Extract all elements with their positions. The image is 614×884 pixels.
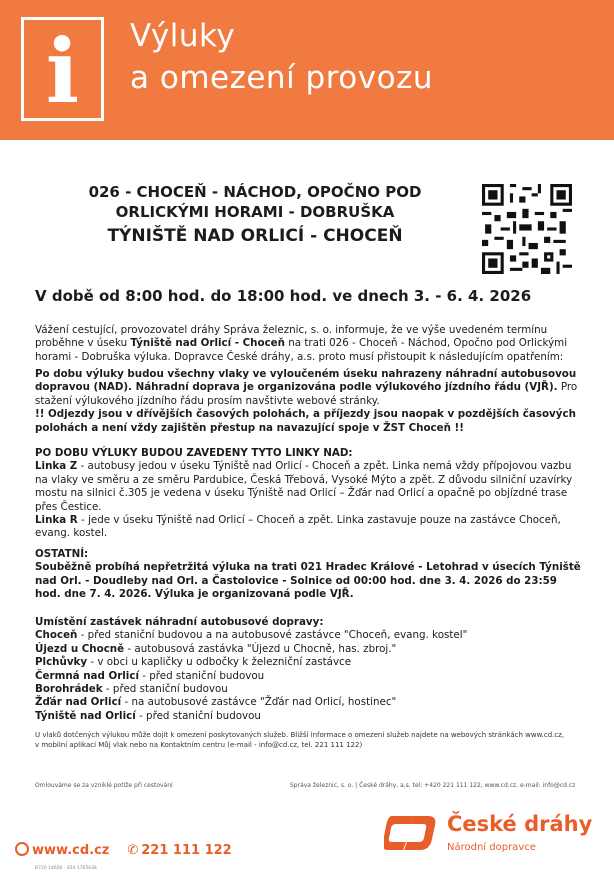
intro-section-name: Týniště nad Orlicí - Choceň <box>130 337 285 350</box>
lines-heading: PO DOBU VÝLUKY BUDOU ZAVEDENY TYTO LINKY NAD: <box>35 447 353 459</box>
globe-icon <box>15 842 29 856</box>
line-r-desc: evang. kostel. <box>35 527 108 540</box>
intro-text: na trati 026 - Choceň - Náchod, Opočno pod Orlickými <box>285 337 568 350</box>
stop-item <box>35 696 580 709</box>
intro-line <box>35 337 580 350</box>
line-r-desc: - jede v úseku Týniště nad Orlicí – Choceň a zpět. Linka zastavuje pouze na zastávce Choceň, <box>77 514 561 527</box>
brand-name: České dráhy <box>447 812 593 836</box>
stop-name: Újezd u Chocně <box>35 642 125 655</box>
stop-desc: - před staniční budovou <box>138 669 265 682</box>
title-line-2: a omezení provozu <box>130 60 433 96</box>
nad-lines-section <box>35 447 580 541</box>
qr-code-icon[interactable] <box>482 184 572 274</box>
stop-item <box>35 710 580 723</box>
stop-name: Plchůvky <box>35 656 88 669</box>
line-z-desc: přes Čestice. <box>35 500 102 513</box>
apology-text: Omlouváme se za vzniklé potíže při cestování <box>35 782 173 789</box>
stop-desc: - v obci u kapličky u odbočky k železniční zastávce <box>87 656 352 669</box>
phone-icon: ✆ <box>127 843 139 858</box>
service-note-line: v mobilní aplikaci Můj vlak nebo na Kontaktním centru (e-mail - info@cd.cz, tel. 221 111 122) <box>35 741 363 749</box>
stop-name: Žďár nad Orlicí <box>35 696 122 709</box>
phone-number[interactable]: 221 111 122 <box>141 843 232 858</box>
stop-item <box>35 683 580 696</box>
title-line-1: Výluky <box>130 18 236 54</box>
stop-desc: - na autobusové zastávce "Žďár nad Orlicí, hostinec" <box>121 696 397 709</box>
header-banner <box>0 0 614 140</box>
line-z-text <box>35 460 580 473</box>
stops-section <box>35 616 580 723</box>
stop-name: Týniště nad Orlicí <box>35 709 136 722</box>
service-note <box>35 730 580 750</box>
intro-text: proběhne v úseku <box>35 337 131 350</box>
stop-item <box>35 656 580 669</box>
stop-item <box>35 670 580 683</box>
website-link[interactable]: www.cd.cz <box>32 843 110 858</box>
other-heading: OSTATNÍ: <box>35 548 89 560</box>
replacement-transport-paragraph <box>35 368 580 435</box>
stop-item <box>35 629 580 642</box>
line-z-desc: - autobusy jedou v úseku Týniště nad Orlicí - Choceň a zpět. Linka nemá vždy přípojovou vazbu <box>77 460 572 473</box>
other-line: Souběžně probíhá nepřetržitá výluka na trati 021 Hradec Králové - Letohrad v úsecích Týniště <box>35 561 581 574</box>
other-section <box>35 548 580 602</box>
line-r-label: Linka R <box>35 514 78 527</box>
stop-item <box>35 643 580 656</box>
line-z-desc: mostu na silnici č.305 je vedena v úseku Týniště nad Orlicí – Žďár nad Orlicí a opačně po objízdné trase <box>35 487 568 500</box>
line-r-text <box>35 514 580 527</box>
contact-info: Správa železnic, s. o. | České dráhy, a.s. tel: +420 221 111 122, www.cd.cz, e-mail: info@cd.cz <box>290 782 576 789</box>
stop-name: Borohrádek <box>35 683 103 696</box>
line-z-label: Linka Z <box>35 460 78 473</box>
document-code: B720 14650 · 024 1765438 <box>35 866 97 871</box>
stop-name: Čermná nad Orlicí <box>35 669 139 682</box>
stops-heading: Umístění zastávek náhradní autobusové dopravy: <box>35 616 324 628</box>
route-line-1: 026 - CHOCEŇ - NÁCHOD, OPOČNO POD <box>88 183 422 201</box>
nad-text: Pro <box>557 381 578 394</box>
info-icon-letter: i <box>45 19 80 123</box>
nad-line <box>35 381 580 394</box>
stop-desc: - před staniční budovou a na autobusové zastávce "Choceň, evang. kostel" <box>77 629 468 642</box>
nad-line: stažení výlukového jízdního řádu prosím navštivte webové stránky. <box>35 394 380 407</box>
stop-desc: - před staniční budovou <box>102 683 228 696</box>
footer-links <box>15 842 232 858</box>
route-section: TÝNIŠTĚ NAD ORLICÍ - CHOCEŇ <box>107 226 403 246</box>
stop-desc: - autobusová zastávka "Újezd u Chocně, has. zbroj." <box>124 642 397 655</box>
cd-logo-icon <box>384 812 436 854</box>
stop-name: Choceň <box>35 629 78 642</box>
intro-paragraph <box>35 324 580 364</box>
warning-line: !! Odjezdy jsou v dřívějších časových polohách, a příjezdy jsou naopak v pozdějších časových <box>35 408 576 421</box>
line-z-desc: na vlaky ve směru a ze směru Pardubice, Česká Třebová, Vysoké Mýto a zpět. Z důvodu silniční uzavírky <box>35 473 573 486</box>
warning-line: polohách a není vždy zajištěn přestup na navazující spoje v ŽST Choceň !! <box>35 421 464 434</box>
info-icon <box>21 17 104 121</box>
stop-desc: - před staniční budovou <box>135 709 261 722</box>
route-line-2: ORLICKÝMI HORAMI - DOBRUŠKA <box>115 203 395 221</box>
nad-line: Po dobu výluky budou všechny vlaky ve vyloučeném úseku nahrazeny náhradní autobusovou <box>35 368 577 380</box>
intro-line: horami - Dobruška výluka. Dopravce České dráhy, a.s. proto musí přistoupit k následujícím opatřením: <box>35 350 564 363</box>
other-line: nad Orl. - Doudleby nad Orl. a Častolovice - Solnice od 00:00 hod. dne 3. 4. 2026 do 23:59 <box>35 574 557 587</box>
validity-dates: V době od 8:00 hod. do 18:00 hod. ve dnech 3. - 6. 4. 2026 <box>35 287 532 305</box>
nad-text: dopravou (NAD). Náhradní doprava je organizována podle výlukového jízdního řádu (VJŘ). <box>35 381 558 394</box>
brand-tagline: Národní dopravce <box>447 842 536 853</box>
intro-line: Vážení cestující, provozovatel dráhy Správa železnic, s. o. informuje, že ve výše uvedeném termínu <box>35 324 548 336</box>
other-line: hod. dne 7. 4. 2026. Výluka je organizovaná podle VJŘ. <box>35 588 354 601</box>
service-note-line: U vlaků dotčených výlukou může dojít k omezení poskytovaných služeb. Bližší informace o omezení služeb najdete na webových stránkách www.cd.cz, <box>35 731 565 739</box>
